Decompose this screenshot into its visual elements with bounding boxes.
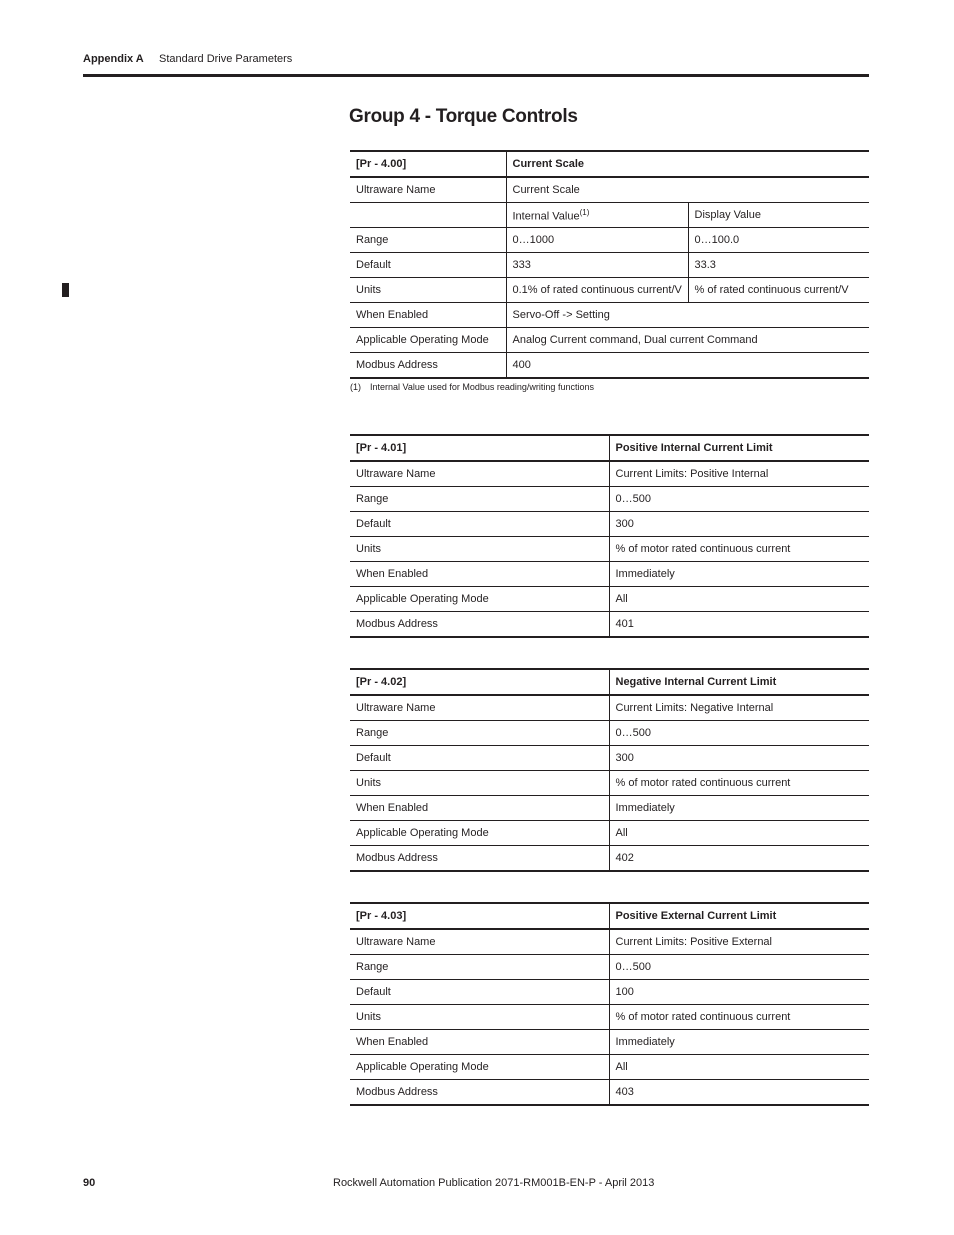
row-label: Units — [350, 1005, 609, 1030]
table-row — [350, 328, 869, 353]
table-row — [350, 771, 869, 796]
footnote — [350, 382, 594, 392]
row-label: When Enabled — [350, 303, 506, 328]
row-label: Modbus Address — [350, 612, 609, 638]
table-row — [350, 1055, 869, 1080]
row-value: % of motor rated continuous current — [609, 771, 869, 796]
row-value: All — [609, 1055, 869, 1080]
display-value: 0…100.0 — [688, 228, 869, 253]
row-label: Default — [350, 980, 609, 1005]
row-label: Modbus Address — [350, 353, 506, 379]
row-value: Servo-Off -> Setting — [506, 303, 869, 328]
row-value: 402 — [609, 846, 869, 872]
table-header-row — [350, 435, 869, 461]
row-label: Applicable Operating Mode — [350, 1055, 609, 1080]
row-label: Default — [350, 746, 609, 771]
section-title: Standard Drive Parameters — [159, 53, 293, 65]
page-number: 90 — [83, 1177, 96, 1189]
row-label: Ultraware Name — [350, 695, 609, 721]
param-id: [Pr - 4.01] — [350, 435, 609, 461]
table-row — [350, 461, 869, 487]
row-label-empty — [350, 203, 506, 228]
table-row — [350, 1005, 869, 1030]
param-name: Negative Internal Current Limit — [609, 669, 869, 695]
param-table-4-02 — [350, 668, 869, 872]
table-row — [350, 796, 869, 821]
row-value: 0…500 — [609, 721, 869, 746]
table-row — [350, 303, 869, 328]
row-value: Current Limits: Positive External — [609, 929, 869, 955]
row-value: Current Scale — [506, 177, 869, 203]
table-row — [350, 537, 869, 562]
table-row — [350, 721, 869, 746]
param-table-4-00 — [350, 150, 869, 379]
param-table-4-03 — [350, 902, 869, 1106]
row-value: % of motor rated continuous current — [609, 1005, 869, 1030]
page-title: Group 4 - Torque Controls — [349, 106, 578, 127]
row-value: 403 — [609, 1080, 869, 1106]
footnote-mark: (1) — [350, 382, 361, 392]
table-row — [350, 278, 869, 303]
row-label: Units — [350, 278, 506, 303]
row-value: Analog Current command, Dual current Command — [506, 328, 869, 353]
param-table-4-01 — [350, 434, 869, 638]
display-value-header: Display Value — [688, 203, 869, 228]
row-label: Units — [350, 771, 609, 796]
row-value: 401 — [609, 612, 869, 638]
internal-value: 0…1000 — [506, 228, 688, 253]
table-header-row — [350, 903, 869, 929]
row-value: Immediately — [609, 1030, 869, 1055]
table-row — [350, 253, 869, 278]
row-label: When Enabled — [350, 562, 609, 587]
table-row — [350, 980, 869, 1005]
table-row — [350, 955, 869, 980]
row-value: 400 — [506, 353, 869, 379]
row-value: All — [609, 821, 869, 846]
row-label: Applicable Operating Mode — [350, 821, 609, 846]
row-value: Immediately — [609, 562, 869, 587]
row-label: Range — [350, 228, 506, 253]
row-label: When Enabled — [350, 1030, 609, 1055]
footnote-ref: (1) — [579, 207, 590, 217]
internal-value: 0.1% of rated continuous current/V — [506, 278, 688, 303]
display-value: % of rated continuous current/V — [688, 278, 869, 303]
table-row — [350, 821, 869, 846]
row-value: All — [609, 587, 869, 612]
display-value: 33.3 — [688, 253, 869, 278]
row-value: Current Limits: Positive Internal — [609, 461, 869, 487]
param-name: Current Scale — [506, 151, 869, 177]
row-value: 0…500 — [609, 955, 869, 980]
table-row — [350, 1030, 869, 1055]
table-row — [350, 612, 869, 638]
param-name: Positive External Current Limit — [609, 903, 869, 929]
param-id: [Pr - 4.02] — [350, 669, 609, 695]
table-header-row — [350, 669, 869, 695]
footnote-text: Internal Value used for Modbus reading/writing functions — [370, 382, 594, 392]
table-row — [350, 846, 869, 872]
row-label: Modbus Address — [350, 846, 609, 872]
table-row — [350, 487, 869, 512]
table-row — [350, 562, 869, 587]
table-row — [350, 929, 869, 955]
row-label: Modbus Address — [350, 1080, 609, 1106]
param-id: [Pr - 4.00] — [350, 151, 506, 177]
row-label: Applicable Operating Mode — [350, 328, 506, 353]
row-label: Range — [350, 721, 609, 746]
row-label: Range — [350, 955, 609, 980]
param-name: Positive Internal Current Limit — [609, 435, 869, 461]
table-row — [350, 353, 869, 379]
param-id: [Pr - 4.03] — [350, 903, 609, 929]
row-value: % of motor rated continuous current — [609, 537, 869, 562]
row-value: 0…500 — [609, 487, 869, 512]
row-value: Immediately — [609, 796, 869, 821]
running-header — [83, 53, 869, 73]
table-row — [350, 1080, 869, 1106]
row-label: When Enabled — [350, 796, 609, 821]
internal-value-header: Internal Value$^{(1)}$ — [506, 203, 688, 228]
table-row — [350, 695, 869, 721]
table-row — [350, 512, 869, 537]
row-label: Ultraware Name — [350, 461, 609, 487]
row-label: Ultraware Name — [350, 929, 609, 955]
header-rule — [83, 74, 869, 77]
table-row — [350, 228, 869, 253]
row-label: Ultraware Name — [350, 177, 506, 203]
row-label: Default — [350, 512, 609, 537]
appendix-label: Appendix A — [83, 53, 144, 65]
table-row — [350, 203, 869, 228]
row-label: Range — [350, 487, 609, 512]
row-value: 100 — [609, 980, 869, 1005]
row-value: 300 — [609, 746, 869, 771]
publication-footer: Rockwell Automation Publication 2071-RM001B-EN-P - April 2013 — [333, 1177, 655, 1189]
row-label: Units — [350, 537, 609, 562]
table-row — [350, 587, 869, 612]
row-label: Default — [350, 253, 506, 278]
row-label: Applicable Operating Mode — [350, 587, 609, 612]
table-row — [350, 746, 869, 771]
table-row — [350, 177, 869, 203]
chapter-tab-marker — [62, 283, 69, 297]
row-value: Current Limits: Negative Internal — [609, 695, 869, 721]
internal-value: 333 — [506, 253, 688, 278]
table-header-row — [350, 151, 869, 177]
row-value: 300 — [609, 512, 869, 537]
